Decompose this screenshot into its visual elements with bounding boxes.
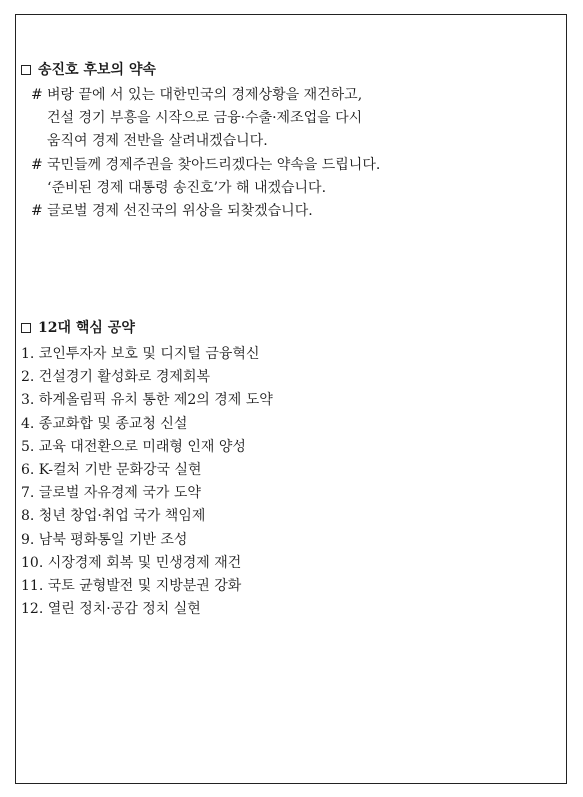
core-pledge-item: 7. 글로벌 자유경제 국가 도약 <box>21 485 201 502</box>
pledge-bullet: # <box>31 87 43 103</box>
core-pledges-title: 12대 핵심 공약 <box>38 320 135 336</box>
pledge-line: 움직여 경제 전반을 살려내겠습니다. <box>47 133 268 150</box>
square-bullet-icon <box>21 65 31 75</box>
core-pledge-item: 3. 하계올림픽 유치 통한 제2의 경제 도약 <box>21 392 273 409</box>
pledge-line: 국민들께 경제주권을 찾아드리겠다는 약속을 드립니다. <box>47 156 381 173</box>
candidate-promises-section <box>21 60 573 223</box>
core-pledges-section <box>21 318 573 621</box>
core-pledge-item: 2. 건설경기 활성화로 경제회복 <box>21 369 210 386</box>
pledge-bullet: # <box>31 156 43 173</box>
pledge-item <box>31 200 573 223</box>
pledge-list <box>21 84 573 223</box>
candidate-promises-heading <box>21 60 573 80</box>
core-pledges-heading <box>21 318 573 338</box>
core-pledge-item: 10. 시장경제 회복 및 민생경제 재건 <box>21 554 242 571</box>
core-pledge-list <box>21 343 573 621</box>
pledge-item <box>31 84 573 154</box>
core-pledge-item: 4. 종교화합 및 종교청 신설 <box>21 415 188 432</box>
pledge-line: 건설 경기 부흥을 시작으로 금융·수출·제조업을 다시 <box>47 110 363 127</box>
pledge-line: ‘준비된 경제 대통령 송진호’가 해 내겠습니다. <box>47 179 327 196</box>
pledge-line: 글로벌 경제 선진국의 위상을 되찾겠습니다. <box>47 203 313 220</box>
core-pledge-item: 9. 남북 평화통일 기반 조성 <box>21 531 188 548</box>
core-pledge-item: 1. 코인투자자 보호 및 디지털 금융혁신 <box>21 346 260 362</box>
core-pledge-item: 12. 열린 정치·공감 정치 실현 <box>21 601 201 618</box>
core-pledge-item: 11. 국토 균형발전 및 지방분권 강화 <box>21 577 242 594</box>
pledge-line: 벼랑 끝에 서 있는 대한민국의 경제상황을 재건하고, <box>47 87 363 103</box>
square-bullet-icon <box>21 323 31 333</box>
candidate-promises-title: 송진호 후보의 약속 <box>38 62 156 78</box>
core-pledge-item: 8. 청년 창업·취업 국가 책임제 <box>21 508 206 525</box>
core-pledge-item: 5. 교육 대전환으로 미래형 인재 양성 <box>21 438 246 455</box>
pledge-item <box>31 154 573 200</box>
core-pledge-item: 6. K-컬처 기반 문화강국 실현 <box>21 461 202 478</box>
pledge-bullet: # <box>31 203 43 220</box>
